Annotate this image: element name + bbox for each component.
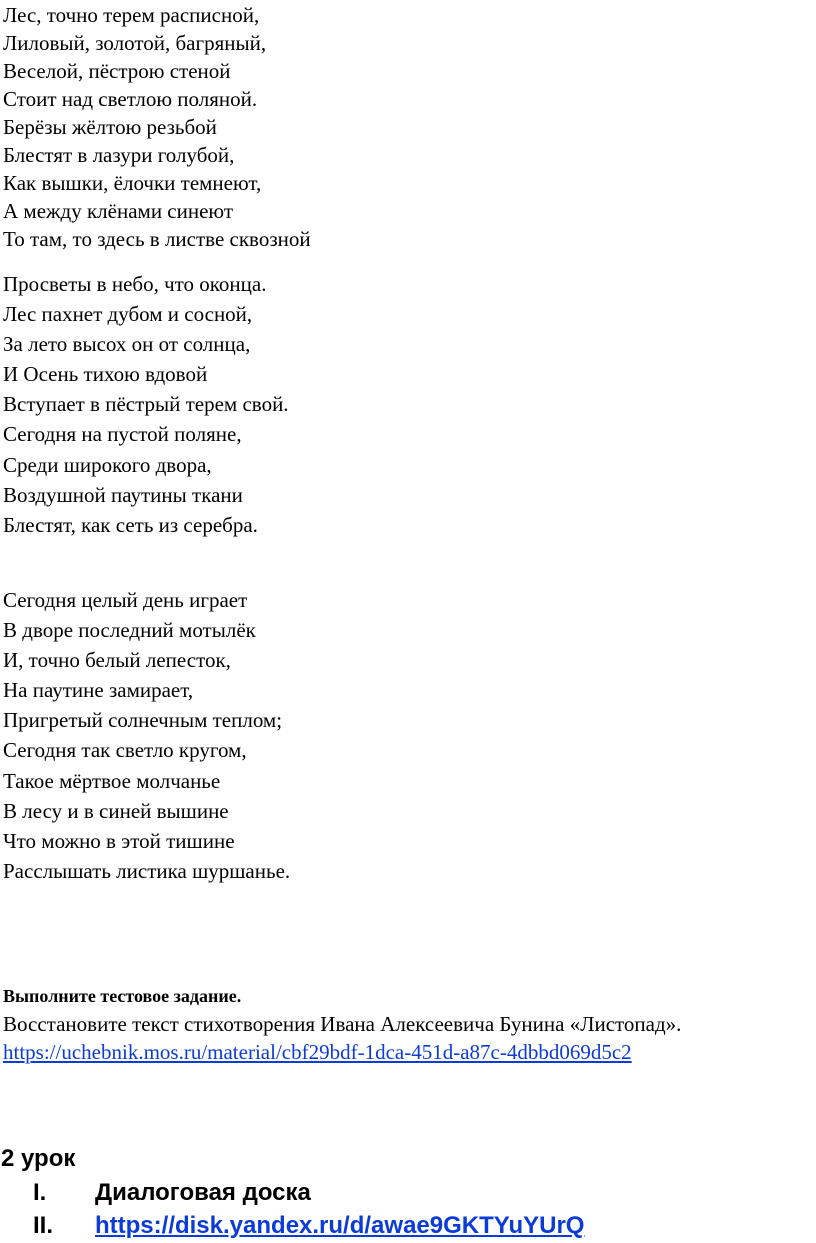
poem-line: Просветы в небо, что оконца. — [3, 272, 267, 296]
poem-line: Среди широкого двора, — [3, 452, 212, 477]
poem-line: В дворе последний мотылёк — [3, 618, 256, 643]
task-instruction: Восстановите текст стихотворения Ивана Алексеевича Бунина «Листопад». — [3, 1012, 682, 1036]
poem-stanza-2 — [3, 269, 289, 540]
poem-line: Воздушной паутины ткани — [3, 482, 243, 507]
list-number: I. — [33, 1179, 47, 1206]
poem-line: Лес, точно терем расписной, — [3, 3, 260, 27]
list-number: II. — [33, 1212, 54, 1239]
task-link[interactable]: https://uchebnik.mos.ru/material/cbf29bdf-1dca-451d-a87c-4dbbd069d5c2 — [3, 1040, 632, 1064]
poem-line: Расслышать листика шуршанье. — [3, 858, 291, 883]
task-heading: Выполните тестовое задание. — [3, 986, 242, 1006]
task-block — [3, 982, 681, 1066]
lesson-heading: 2 урок — [1, 1145, 76, 1172]
poem-line: Вступает в пёстрый терем свой. — [3, 392, 289, 417]
poem-line: Как вышки, ёлочки темнеют, — [3, 171, 262, 195]
poem-line: В лесу и в синей вышине — [3, 798, 229, 823]
poem-line: Пригретый солнечным теплом; — [3, 708, 283, 733]
poem-line: Сегодня целый день играет — [3, 588, 248, 612]
poem-line: Блестят, как сеть из серебра. — [3, 512, 258, 537]
poem-line: Блестят в лазури голубой, — [3, 143, 235, 167]
poem-line: Сегодня так светло кругом, — [3, 738, 247, 763]
poem-line: На паутине замирает, — [3, 678, 194, 703]
poem-line: То там, то здесь в листве сквозной — [3, 227, 311, 251]
poem-line: И Осень тихою вдовой — [3, 362, 208, 387]
poem-stanza-1 — [3, 1, 311, 253]
poem-line: Что можно в этой тишине — [3, 828, 235, 853]
poem-line: Стоит над светлою поляной. — [3, 87, 258, 111]
poem-line: Берёзы жёлтою резьбой — [3, 115, 217, 139]
poem-line: За лето высох он от солнца, — [3, 332, 251, 357]
poem-line: Сегодня на пустой поляне, — [3, 422, 242, 447]
poem-stanza-3 — [3, 585, 290, 886]
poem-line: А между клёнами синеют — [3, 199, 234, 223]
yandex-disk-link[interactable]: https://disk.yandex.ru/d/awae9GKTYuYUrQ — [95, 1212, 585, 1239]
poem-line: Лес пахнет дубом и сосной, — [3, 302, 253, 327]
lesson-item-label: Диалоговая доска — [95, 1179, 311, 1206]
poem-line: Такое мёртвое молчанье — [3, 768, 221, 793]
poem-line: Лиловый, золотой, багряный, — [3, 31, 267, 55]
poem-line: И, точно белый лепесток, — [3, 648, 231, 673]
poem-line: Веселой, пёстрою стеной — [3, 59, 231, 83]
